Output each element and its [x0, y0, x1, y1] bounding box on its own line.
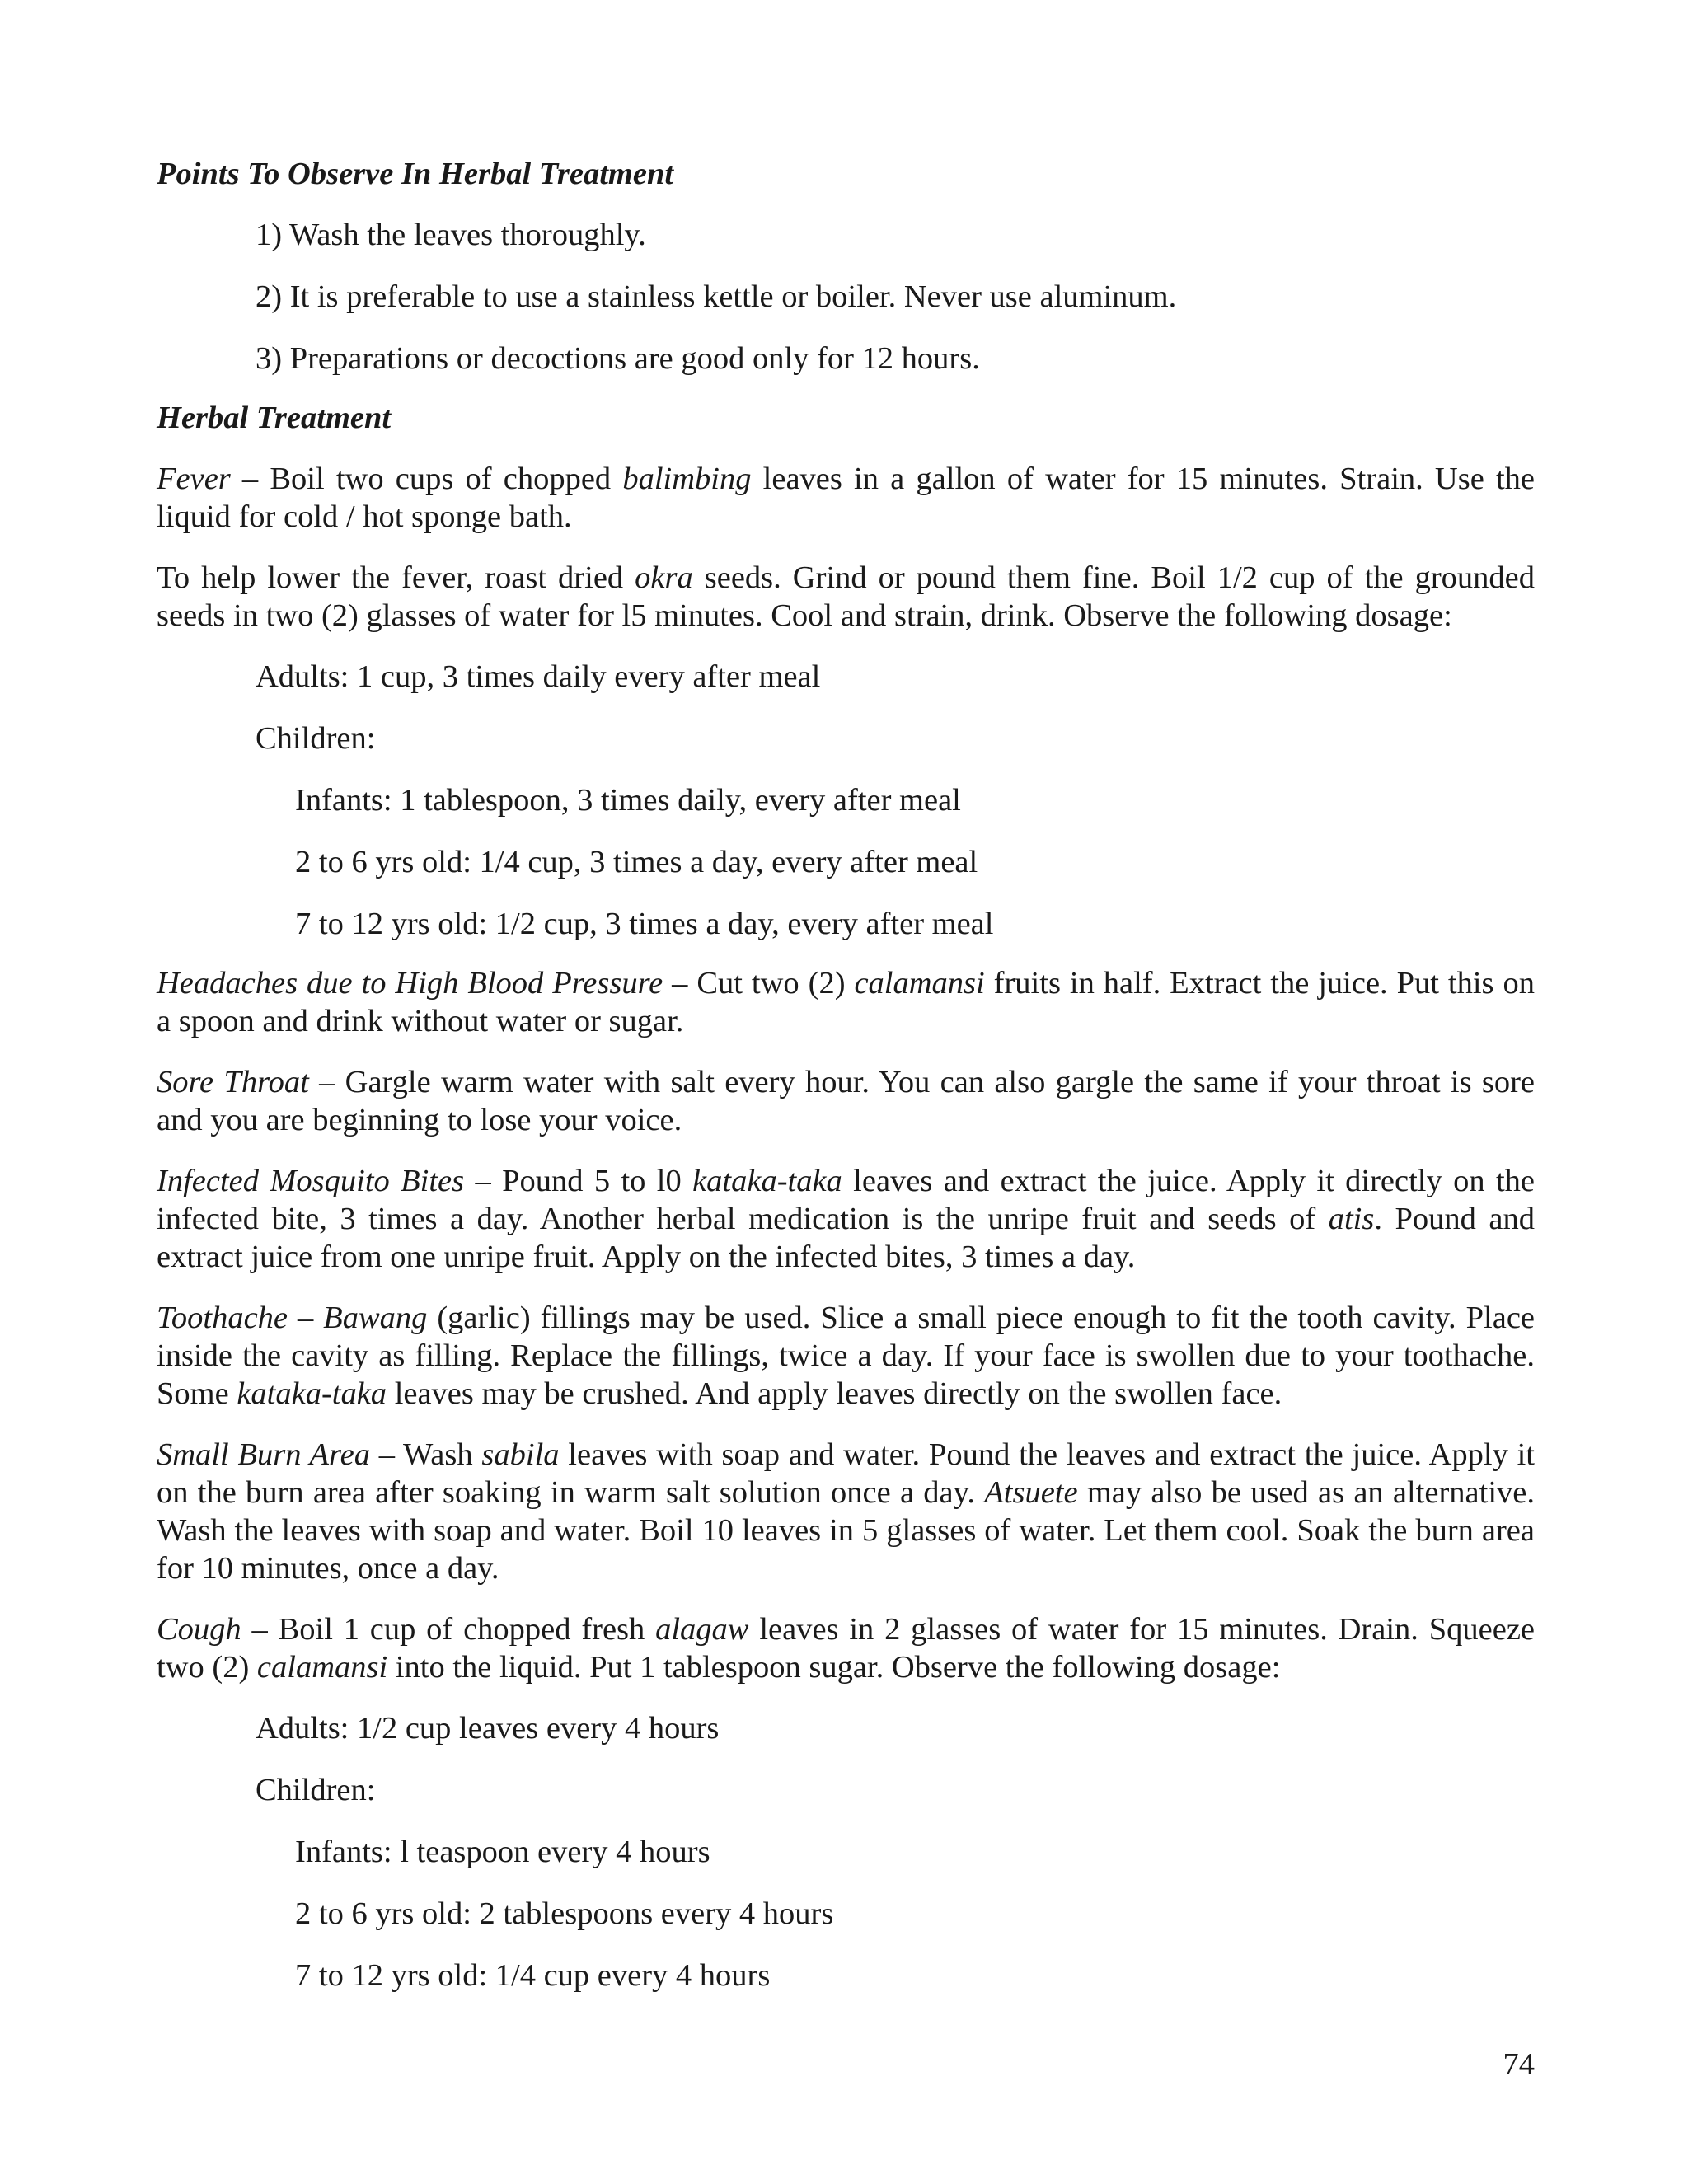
treatment-heading: Herbal Treatment [157, 401, 392, 435]
burn-text-a: – Wash [369, 1437, 482, 1472]
page-number: 74 [1503, 2047, 1535, 2082]
cough-dosage-adults: Adults: 1/2 cup leaves every 4 hours [256, 1711, 720, 1746]
fever-text-a: – Boil two cups of chopped [230, 462, 623, 496]
fever-herb: balimbing [622, 462, 752, 496]
fever-dosage-infants: Infants: 1 tablespoon, 3 times daily, every after meal [295, 783, 961, 818]
burn-herb: sabila [481, 1437, 560, 1472]
mosquito-text-c: . Pound and extract juice from one unripe fruit. Apply on the infected bites, 3 times a day. [157, 1202, 1535, 1274]
cough-herb: alagaw [655, 1612, 749, 1647]
points-heading: Points To Observe In Herbal Treatment [157, 157, 674, 191]
cough-dosage-children: Children: [256, 1773, 376, 1807]
headaches-text-b: fruits in half. Extract the juice. Put this on a spoon and drink without water or sugar. [157, 966, 1535, 1038]
toothache-text-a: (garlic) fillings may be used. Slice a small piece enough to fit the tooth cavity. Place inside the cavity as filling. Replace the fillings, twice a day. If your face is swollen due to your toothache. Some [157, 1301, 1536, 1411]
mosquito-term: Infected Mosquito Bites [157, 1164, 465, 1198]
cough-herb-2: calamansi [256, 1650, 388, 1685]
mosquito-text-b: leaves and extract the juice. Apply it directly on the infected bite, 3 times a day. Another herbal medication is the unripe fruit and seeds of [157, 1164, 1536, 1236]
burn-text-b: leaves with soap and water. Pound the leaves and extract the juice. Apply it on the burn area after soaking in warm salt solution once a day. [157, 1437, 1535, 1510]
headaches-text-a: – Cut two (2) [663, 966, 855, 1001]
sore-throat-text: – Gargle warm water with salt every hour. You can also gargle the same if your throat is sore and you are beginning to lose your voice. [157, 1065, 1535, 1137]
cough-text-a: – Boil 1 cup of chopped fresh [241, 1612, 656, 1647]
mosquito-paragraph [157, 1162, 1535, 1276]
fever-lower-paragraph [157, 559, 1535, 635]
mosquito-herb: kataka-taka [692, 1164, 842, 1198]
cough-term: Cough [157, 1612, 241, 1647]
fever-dosage-children: Children: [256, 721, 376, 756]
cough-text-c: into the liquid. Put 1 tablespoon sugar. Observe the following dosage: [387, 1650, 1281, 1685]
burn-herb-2: Atsuete [984, 1475, 1078, 1510]
headaches-term: Headaches due to High Blood Pressure [157, 966, 663, 1001]
fever-term: Fever [157, 462, 231, 496]
toothache-text-b: leaves may be crushed. And apply leaves directly on the swollen face. [387, 1376, 1282, 1411]
point-item-3: 3) Preparations or decoctions are good only for 12 hours. [256, 341, 980, 376]
fever-lower-herb: okra [635, 560, 693, 595]
cough-text-b: leaves in 2 glasses of water for 15 minutes. Drain. Squeeze two (2) [157, 1612, 1535, 1685]
fever-text-b: leaves in a gallon of water for 15 minutes. Strain. Use the liquid for cold / hot sponge bath. [157, 462, 1536, 534]
cough-dosage-2-6: 2 to 6 yrs old: 2 tablespoons every 4 hours [295, 1896, 834, 1931]
burn-text-c: may also be used as an alternative. Wash the leaves with soap and water. Boil 10 leaves in 5 glasses of water. Let them cool. Soak the burn area for 10 minutes, once a day. [157, 1475, 1535, 1586]
document-page [157, 155, 1535, 2018]
cough-dosage-infants: Infants: l teaspoon every 4 hours [295, 1835, 710, 1869]
fever-dosage-7-12: 7 to 12 yrs old: 1/2 cup, 3 times a day, every after meal [295, 907, 994, 941]
fever-lower-text-b: seeds. Grind or pound them fine. Boil 1/2 cup of the grounded seeds in two (2) glasses of water for l5 minutes. Cool and strain, drink. Observe the following dosage: [157, 560, 1536, 633]
burn-term: Small Burn Area [157, 1437, 370, 1472]
toothache-herb: kataka-taka [237, 1376, 387, 1411]
mosquito-herb-2: atis [1328, 1202, 1375, 1236]
headaches-paragraph [157, 964, 1535, 1040]
toothache-term: Toothache – Bawang [157, 1301, 428, 1335]
fever-dosage-2-6: 2 to 6 yrs old: 1/4 cup, 3 times a day, every after meal [295, 845, 978, 879]
point-item-2: 2) It is preferable to use a stainless kettle or boiler. Never use aluminum. [256, 279, 1177, 314]
burn-paragraph [157, 1436, 1535, 1587]
fever-dosage-adults: Adults: 1 cup, 3 times daily every after meal [256, 659, 821, 694]
cough-paragraph [157, 1610, 1535, 1686]
sore-throat-paragraph [157, 1063, 1535, 1139]
fever-paragraph [157, 460, 1535, 536]
mosquito-text-a: – Pound 5 to l0 [464, 1164, 693, 1198]
cough-dosage-7-12: 7 to 12 yrs old: 1/4 cup every 4 hours [295, 1958, 771, 1993]
toothache-paragraph [157, 1299, 1535, 1413]
sore-throat-term: Sore Throat [157, 1065, 309, 1099]
fever-lower-text-a: To help lower the fever, roast dried [157, 560, 635, 595]
headaches-herb: calamansi [854, 966, 985, 1001]
point-item-1: 1) Wash the leaves thoroughly. [256, 218, 646, 252]
